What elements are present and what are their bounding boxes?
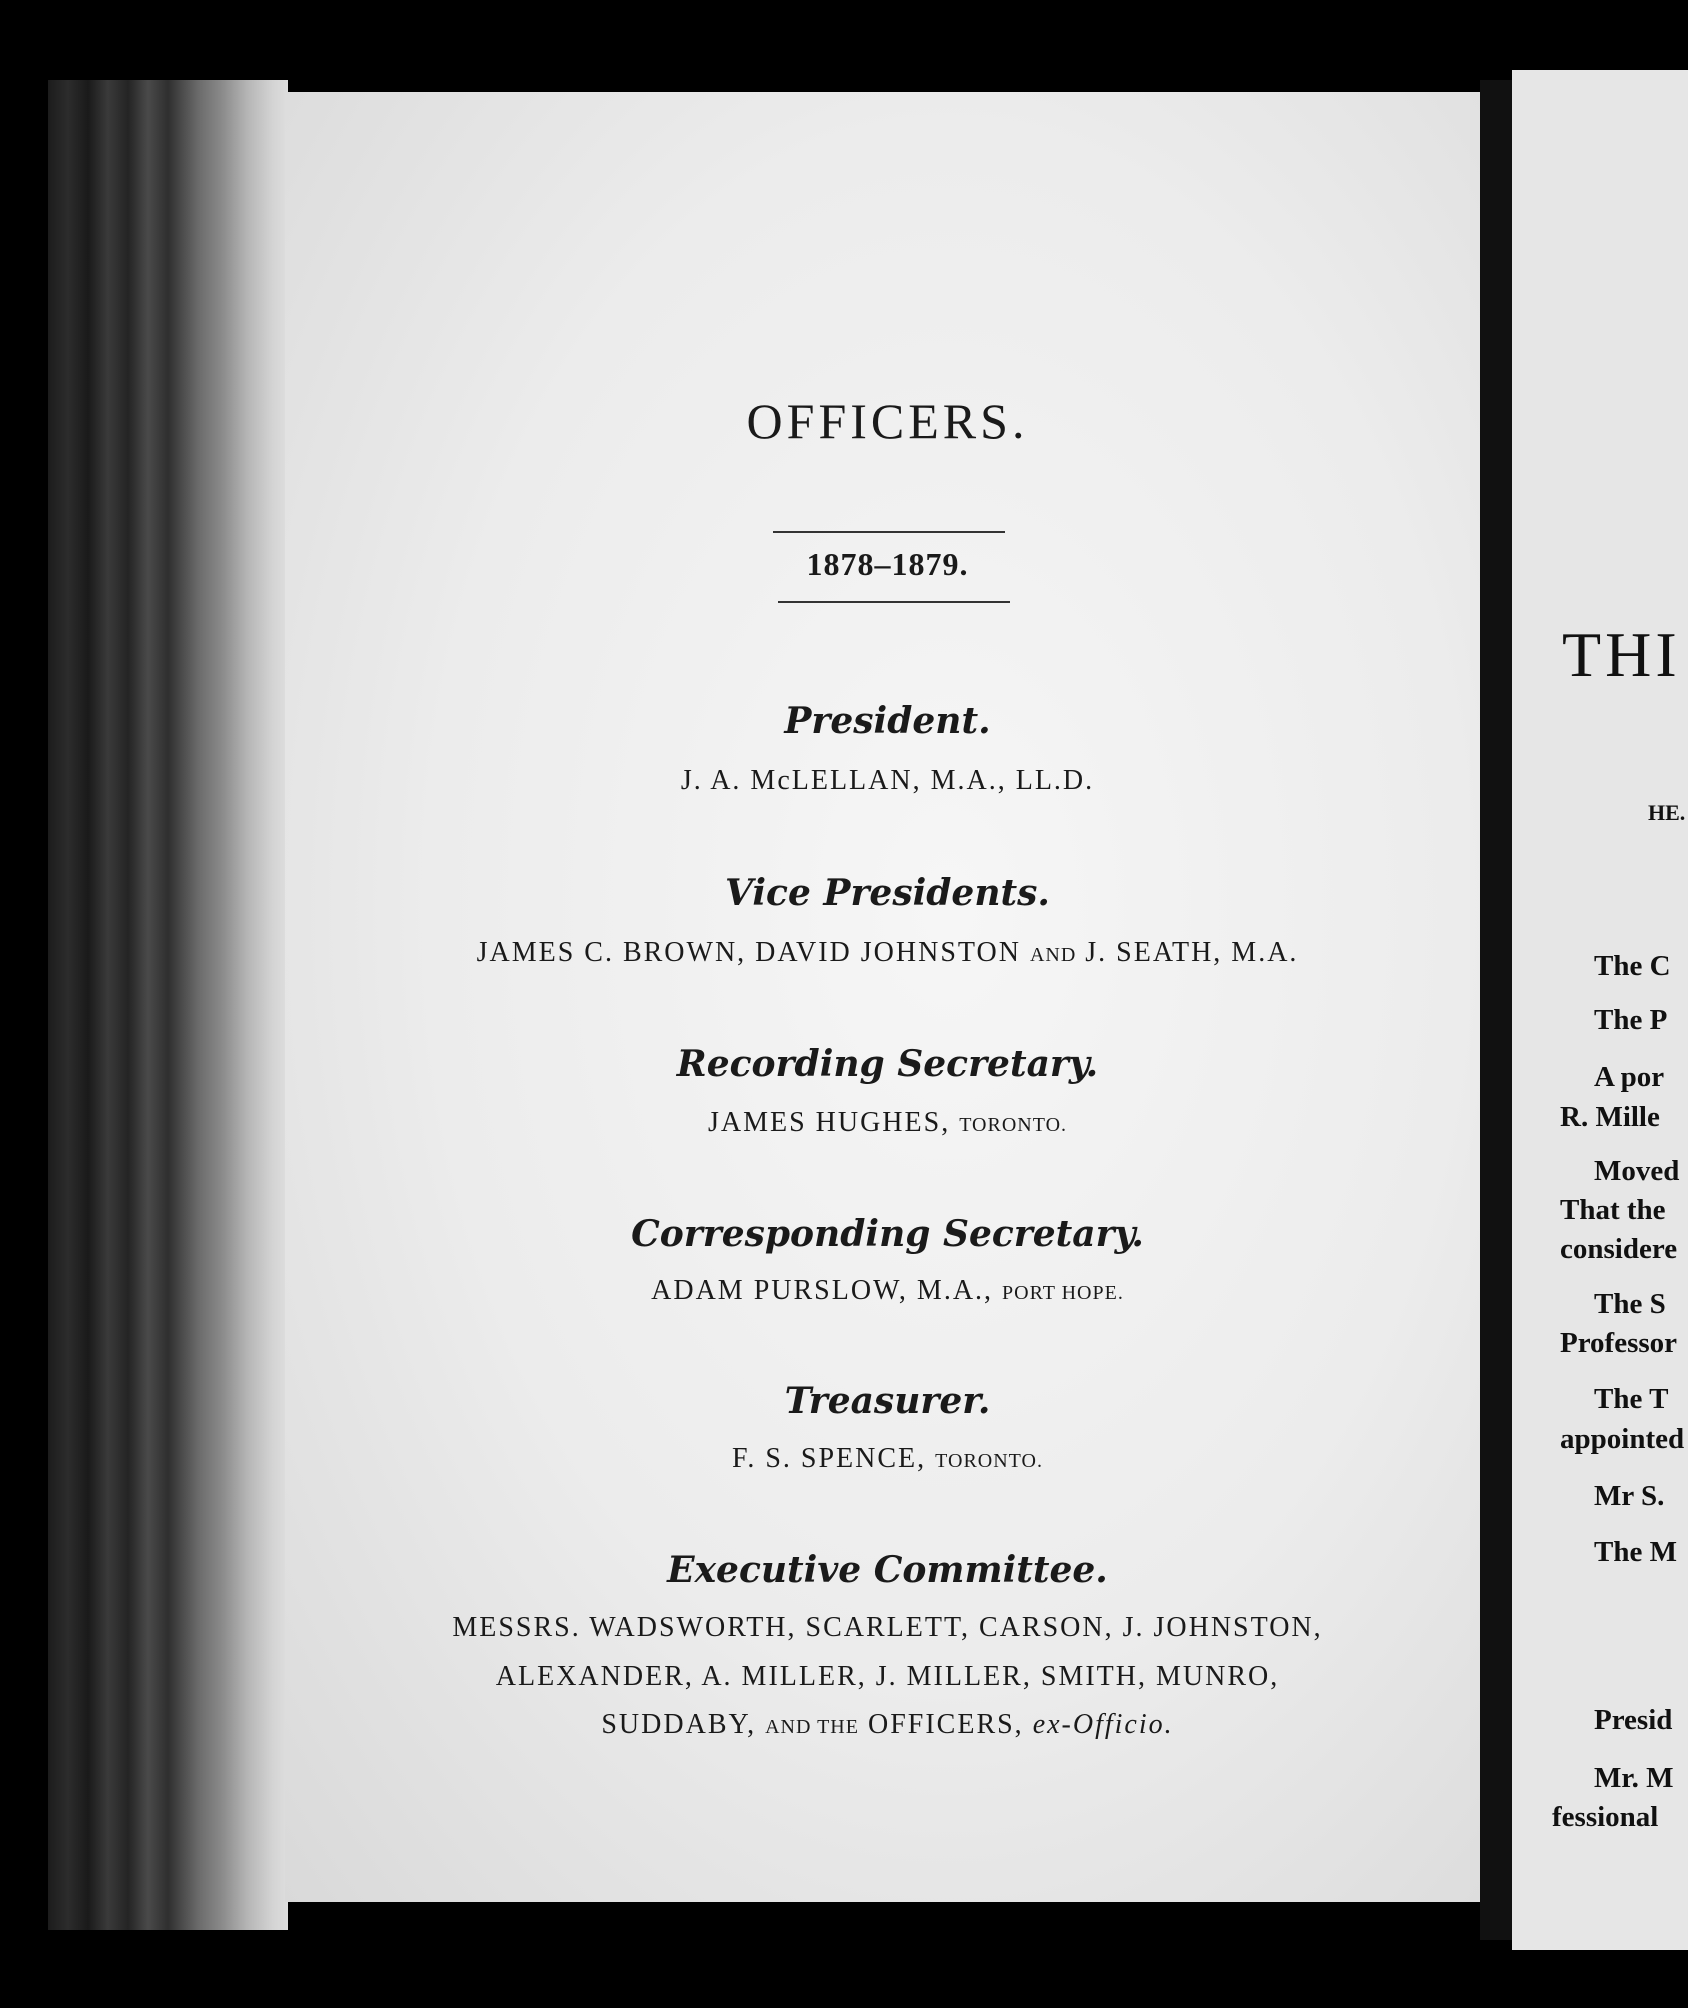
executive-committee-line-2: ALEXANDER, A. MILLER, J. MILLER, SMITH, MUNRO, [495,1661,1280,1692]
recording-secretary-place: TORONTO. [959,1114,1068,1136]
recording-secretary-name [285,1107,1490,1139]
executive-committee-officers: OFFICERS, [867,1709,1024,1740]
president-name: J. A. McLELLAN, M.A., LL.D. [680,765,1095,796]
executive-committee-line-3 [285,1709,1490,1741]
rule-top [773,531,1005,533]
facing-page-heading: THI [1562,619,1681,690]
facing-page-line: The M [1594,1536,1677,1568]
facing-page-line: The T [1594,1383,1669,1415]
vice-presidents-main: JAMES C. BROWN, DAVID JOHNSTON [476,937,1021,968]
vice-presidents-conj: AND [1029,944,1077,966]
facing-page-line: considere [1560,1233,1678,1265]
executive-committee-conj: AND THE [765,1716,859,1738]
treasurer-name [285,1443,1490,1475]
facing-page-line: R. Mille [1560,1101,1660,1133]
facing-page-line: fessional [1552,1801,1659,1833]
section-heading-recording-secretary: Recording Secretary. [676,1043,1099,1085]
treasurer-main: F. S. SPENCE, [732,1443,927,1474]
corresponding-secretary-place: PORT HOPE. [1002,1282,1124,1304]
section-heading-treasurer: Treasurer. [784,1380,991,1422]
section-heading-vice-presidents: Vice Presidents. [725,872,1050,914]
corresponding-secretary-main: ADAM PURSLOW, M.A., [651,1275,994,1306]
section-heading-executive-committee: Executive Committee. [667,1549,1108,1591]
corresponding-secretary-name [285,1275,1490,1307]
facing-page-line: A por [1594,1061,1665,1093]
facing-page-line: The S [1594,1288,1666,1320]
facing-page-line: Mr S. [1594,1480,1665,1512]
facing-page-line: That the [1560,1194,1666,1226]
page-title: OFFICERS. [746,393,1029,449]
facing-page-line: Mr. M [1594,1762,1674,1794]
facing-page-line: Presid [1594,1704,1673,1736]
vice-presidents-names [285,937,1490,969]
facing-page-subheading: HE. [1648,800,1686,825]
treasurer-place: TORONTO. [935,1450,1043,1472]
section-heading-president: President. [784,700,991,742]
executive-committee-suddaby: SUDDABY, [601,1709,757,1740]
executive-committee-ex-officio: ex-Officio. [1032,1709,1174,1740]
rule-bottom [778,601,1010,603]
facing-page-line: The P [1594,1004,1668,1036]
section-heading-corresponding-secretary: Corresponding Secretary. [631,1213,1144,1255]
facing-page [1512,70,1688,1950]
vice-presidents-tail: J. SEATH, M.A. [1085,937,1299,968]
facing-page-line: appointed [1560,1423,1685,1455]
facing-page-line: Moved [1594,1155,1680,1187]
facing-page-line: The C [1594,950,1671,982]
facing-page-line: Professor [1560,1327,1678,1359]
recording-secretary-main: JAMES HUGHES, [707,1107,951,1138]
executive-committee-line-1: MESSRS. WADSWORTH, SCARLETT, CARSON, J. JOHNSTON, [452,1612,1323,1643]
page-stack-edge [48,80,288,1930]
year-range: 1878–1879. [806,546,969,582]
